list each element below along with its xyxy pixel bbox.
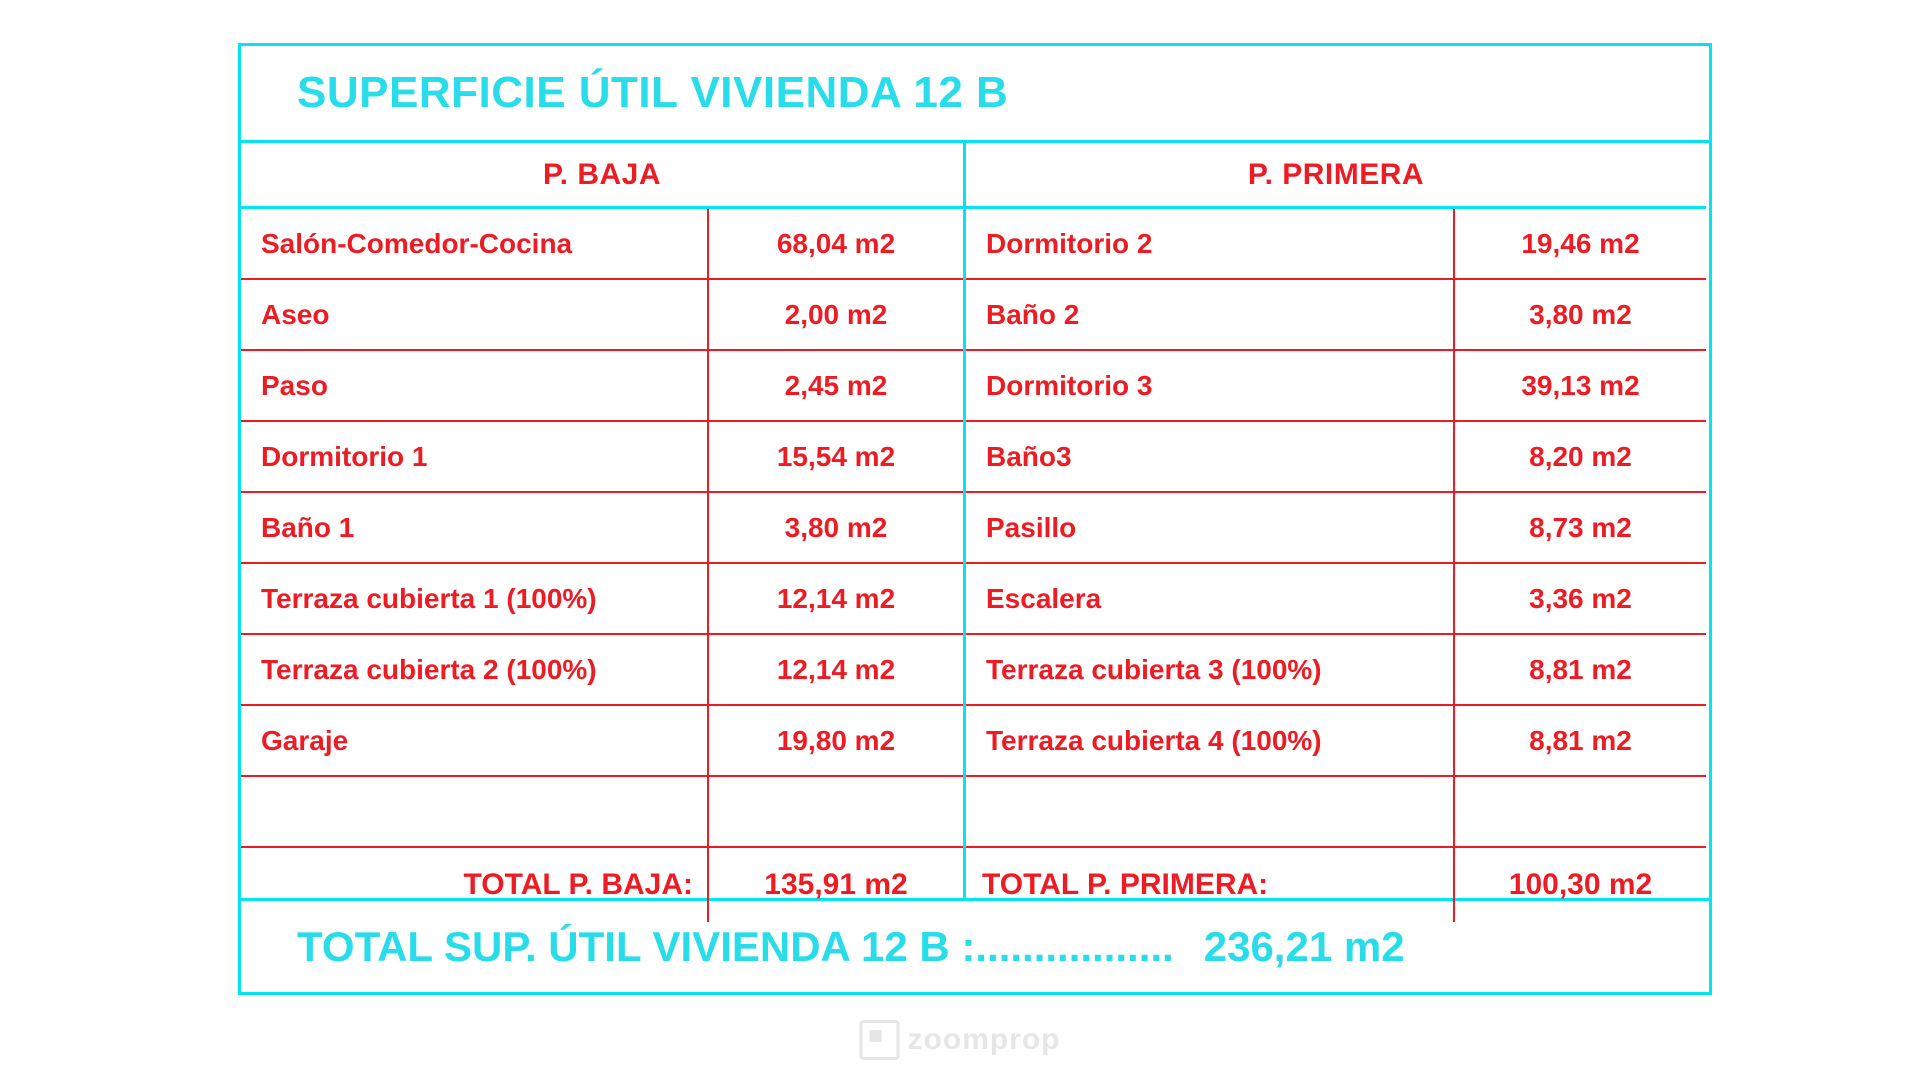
row-name <box>241 777 709 846</box>
row-name: Pasillo <box>966 493 1455 562</box>
table-body <box>241 143 1709 901</box>
row-value: 15,54 m2 <box>776 440 896 472</box>
column-first-floor <box>966 143 1706 901</box>
row-value: 3,36 m2 <box>1529 582 1632 614</box>
column-header-first-floor <box>966 143 1706 209</box>
row-value: 12,14 m2 <box>776 582 896 614</box>
rows-first-floor <box>966 209 1706 848</box>
table-row <box>966 209 1706 280</box>
row-name: Escalera <box>966 564 1455 633</box>
row-name: Dormitorio 1 <box>241 422 709 491</box>
total-label: TOTAL P. PRIMERA: <box>966 848 1455 922</box>
column-header-label: P. PRIMERA <box>1247 157 1425 191</box>
watermark-logo-icon <box>860 1020 900 1060</box>
column-header-label: P. BAJA <box>543 157 661 191</box>
rows-ground-floor <box>241 209 963 848</box>
total-value: 100,30 m2 <box>1508 868 1653 901</box>
table-row <box>241 635 963 706</box>
table-title-band <box>241 46 1709 143</box>
table-row <box>241 564 963 635</box>
row-value: 8,20 m2 <box>1529 440 1632 472</box>
row-name: Paso <box>241 351 709 420</box>
surface-area-table <box>238 43 1712 995</box>
row-name: Terraza cubierta 4 (100%) <box>966 706 1455 775</box>
row-name: Baño 2 <box>966 280 1455 349</box>
row-name: Terraza cubierta 2 (100%) <box>241 635 709 704</box>
row-name: Dormitorio 3 <box>966 351 1455 420</box>
table-row-empty <box>966 777 1706 848</box>
row-value: 3,80 m2 <box>784 511 888 543</box>
table-row <box>966 635 1706 706</box>
row-value <box>709 777 963 846</box>
row-name <box>966 777 1455 846</box>
table-row <box>241 493 963 564</box>
table-row <box>241 209 963 280</box>
row-name: Garaje <box>241 706 709 775</box>
row-value <box>1455 777 1706 846</box>
table-row <box>241 706 963 777</box>
row-name: Terraza cubierta 3 (100%) <box>966 635 1455 704</box>
total-row-first-floor <box>966 848 1706 922</box>
table-row <box>966 706 1706 777</box>
watermark <box>860 1020 1061 1060</box>
row-name: Dormitorio 2 <box>966 209 1455 278</box>
table-row <box>966 564 1706 635</box>
grand-total-label: TOTAL SUP. ÚTIL VIVIENDA 12 B :................. <box>297 922 1174 970</box>
row-name: Baño3 <box>966 422 1455 491</box>
table-row <box>241 422 963 493</box>
row-value: 68,04 m2 <box>776 227 896 259</box>
row-name: Salón-Comedor-Cocina <box>241 209 709 278</box>
table-row-empty <box>241 777 963 848</box>
table-row <box>966 422 1706 493</box>
row-name: Baño 1 <box>241 493 709 562</box>
table-row <box>241 351 963 422</box>
row-value: 3,80 m2 <box>1529 298 1632 330</box>
row-name: Aseo <box>241 280 709 349</box>
row-value: 2,45 m2 <box>784 369 888 401</box>
column-ground-floor <box>241 143 966 901</box>
column-header-ground-floor <box>241 143 963 209</box>
grand-total-value: 236,21 m2 <box>1203 922 1405 970</box>
row-name: Terraza cubierta 1 (100%) <box>241 564 709 633</box>
row-value: 12,14 m2 <box>776 653 896 685</box>
total-value: 135,91 m2 <box>764 868 908 901</box>
watermark-text: zoomprop <box>907 1023 1061 1056</box>
row-value: 39,13 m2 <box>1521 369 1640 401</box>
total-row-ground-floor <box>241 848 963 922</box>
row-value: 8,73 m2 <box>1529 511 1632 543</box>
table-row <box>966 493 1706 564</box>
page-title: SUPERFICIE ÚTIL VIVIENDA 12 B <box>297 68 1009 117</box>
row-value: 8,81 m2 <box>1529 724 1632 756</box>
table-row <box>241 280 963 351</box>
row-value: 8,81 m2 <box>1529 653 1632 685</box>
table-row <box>966 280 1706 351</box>
row-value: 19,80 m2 <box>776 724 896 756</box>
row-value: 19,46 m2 <box>1521 227 1640 259</box>
table-row <box>966 351 1706 422</box>
row-value: 2,00 m2 <box>784 298 888 330</box>
total-label: TOTAL P. BAJA: <box>241 848 709 922</box>
